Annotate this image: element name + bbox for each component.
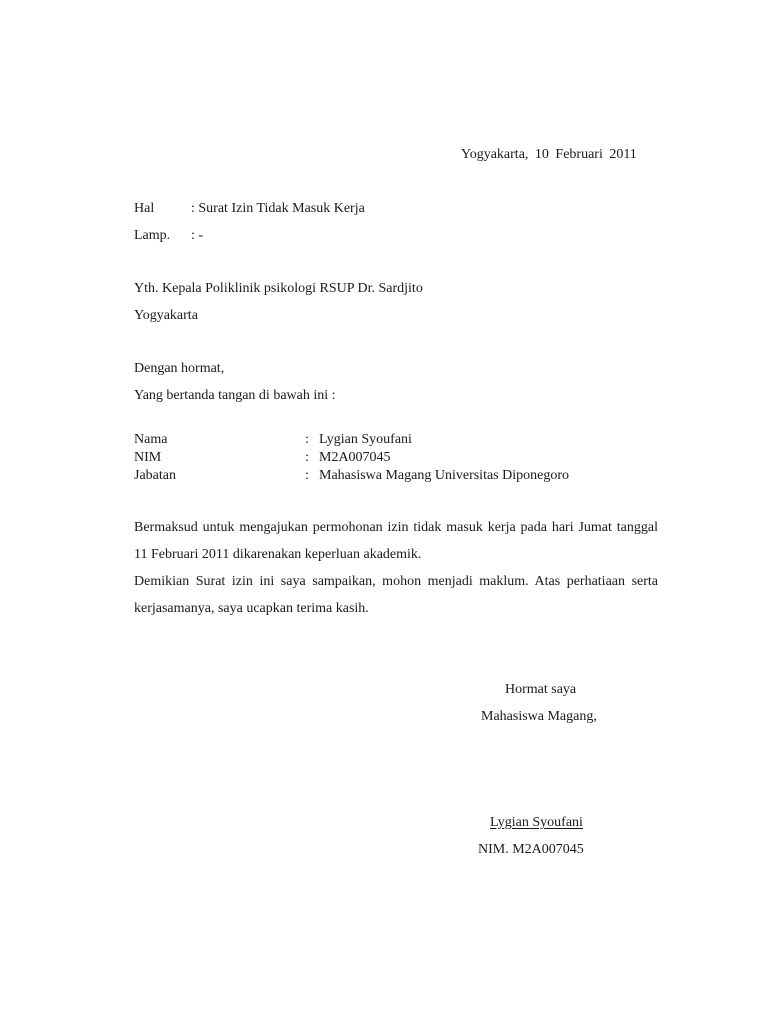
closing-line-2: Mahasiswa Magang, [481,709,597,724]
identity-value-nim: M2A007045 [319,450,391,465]
attachment-value: : - [191,228,204,243]
salutation: Dengan hormat, [134,361,225,376]
subject-value: : Surat Izin Tidak Masuk Kerja [191,201,365,216]
recipient-line-2: Yogyakarta [134,308,198,323]
signature-nim: NIM. M2A007045 [478,842,584,857]
subject-label: Hal [134,201,155,216]
identity-label-nim: NIM [134,450,162,465]
closing-line-1: Hormat saya [505,682,577,697]
recipient-line-1: Yth. Kepala Poliklinik psikologi RSUP Dr. Sardjito [134,281,423,296]
attachment-label: Lamp. [134,228,171,243]
body-paragraph-request: Bermaksud untuk mengajukan permohonan izin tidak masuk kerja pada hari Jumat tanggal 11 Februari 2011 dikarenakan keperluan akademik. [134,520,658,562]
identity-colon-position: : [305,468,309,483]
letter-date: Yogyakarta, 10 Februari 2011 [461,147,637,162]
identity-label-position: Jabatan [134,468,176,483]
identity-value-position: Mahasiswa Magang Universitas Diponegoro [319,468,570,483]
intro-line: Yang bertanda tangan di bawah ini : [134,388,336,403]
identity-label-name: Nama [134,432,168,447]
identity-colon-name: : [305,432,309,447]
identity-value-name: Lygian Syoufani [319,432,412,447]
body-paragraph-closing: Demikian Surat izin ini saya sampaikan, mohon menjadi maklum. Atas perhatiaan serta kerjasamanya, saya ucapkan terima kasih. [134,574,658,616]
identity-colon-nim: : [305,450,309,465]
signature-name: Lygian Syoufani [490,815,583,830]
